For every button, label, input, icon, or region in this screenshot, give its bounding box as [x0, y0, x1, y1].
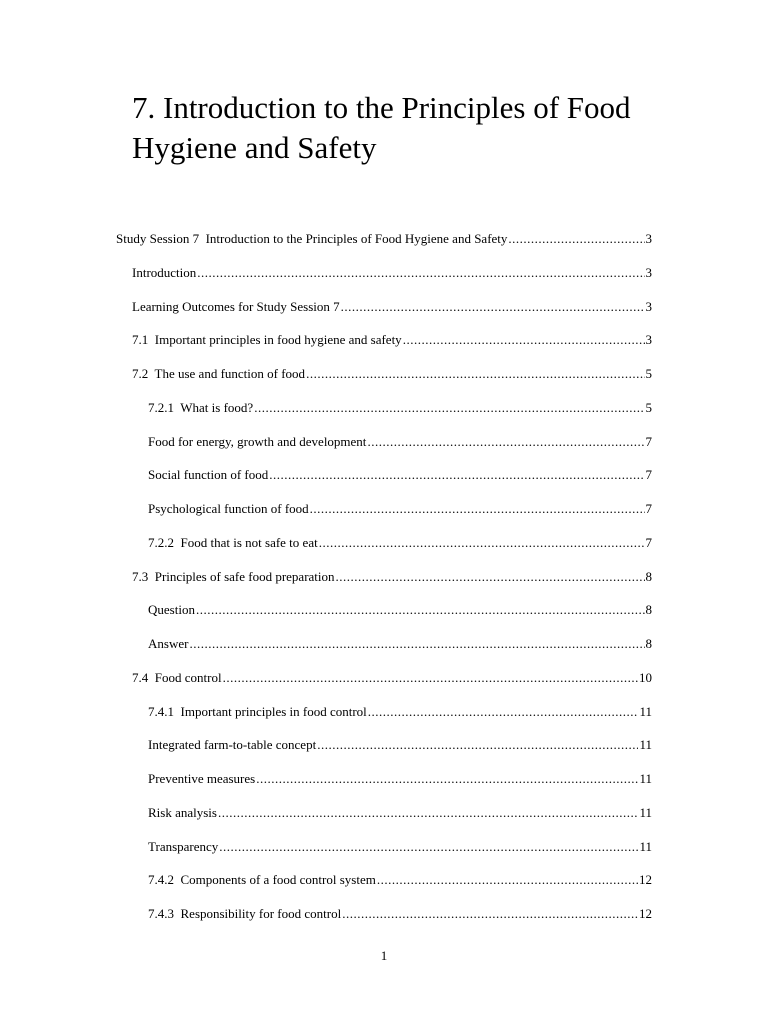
toc-dot-leader [269, 462, 644, 488]
toc-entry-page: 5 [645, 366, 652, 381]
toc-entry-page: 5 [645, 399, 652, 415]
toc-entry-page: 8 [645, 636, 652, 651]
toc-dot-leader [310, 496, 645, 522]
toc-entry[interactable] [0, 226, 652, 260]
toc-dot-leader [508, 226, 644, 252]
toc-entry[interactable] [0, 260, 652, 294]
toc-entry-title: Social function of food [148, 467, 269, 483]
toc-entry-title: 7.4.1 Important principles in food control [148, 703, 367, 719]
toc-dot-leader [219, 834, 638, 860]
toc-entry-title: Psychological function of food [148, 501, 309, 516]
toc-entry-page: 3 [645, 264, 652, 280]
toc-entry-page: 11 [639, 703, 652, 719]
toc-entry-page: 8 [645, 568, 652, 584]
toc-entry-title: 7.2 The use and function of food [132, 366, 306, 381]
toc-entry-title: Preventive measures [148, 771, 256, 786]
toc-entry-title: Learning Outcomes for Study Session 7 [132, 298, 340, 314]
toc-entry-page: 11 [639, 838, 652, 854]
toc-entry-page: 12 [639, 906, 652, 921]
toc-entry[interactable] [0, 665, 652, 699]
toc-entry-page: 11 [639, 737, 652, 753]
toc-dot-leader [368, 699, 639, 725]
toc-dot-leader [367, 429, 644, 455]
toc-entry-title: 7.4.3 Responsibility for food control [148, 906, 342, 921]
toc-dot-leader [306, 361, 644, 387]
toc-entry-page: 3 [645, 298, 652, 314]
toc-dot-leader [317, 732, 638, 758]
toc-entry-title: 7.4.2 Components of a food control system [148, 872, 376, 888]
toc-entry-title: Food for energy, growth and development [148, 433, 367, 449]
toc-entry-title: Study Session 7 Introduction to the Principles of Food Hygiene and Safety [116, 231, 508, 246]
toc-entry[interactable] [0, 901, 652, 935]
toc-entry-title: 7.1 Important principles in food hygiene and safety [132, 332, 402, 348]
toc-dot-leader [342, 901, 638, 927]
toc-entry-title: Risk analysis [148, 804, 217, 820]
toc-dot-leader [403, 327, 645, 353]
toc-entry-page: 11 [639, 804, 652, 820]
toc-dot-leader [196, 597, 645, 623]
toc-entry-page: 12 [639, 872, 652, 888]
toc-dot-leader [218, 800, 638, 826]
toc-entry[interactable] [0, 699, 652, 733]
page-number: 1 [380, 948, 388, 963]
toc-entry-title: 7.3 Principles of safe food preparation [132, 568, 335, 584]
toc-entry-title: 7.2.2 Food that is not safe to eat [148, 534, 318, 550]
toc-entry-page: 8 [645, 602, 652, 618]
toc-entry-title: Question [148, 602, 195, 618]
toc-entry[interactable] [0, 361, 652, 395]
toc-dot-leader [336, 564, 645, 590]
toc-entry-title: Introduction [132, 264, 197, 280]
toc-entry[interactable] [0, 597, 652, 631]
toc-entry-page: 11 [639, 771, 652, 786]
toc-entry-title: Integrated farm-to-table concept [148, 737, 317, 753]
toc-entry-page: 7 [645, 501, 652, 516]
toc-entry-page: 7 [645, 534, 652, 550]
toc-dot-leader [197, 260, 644, 286]
toc-entry-page: 7 [645, 467, 652, 483]
toc-entry-page: 7 [645, 433, 652, 449]
toc-dot-leader [189, 631, 644, 657]
toc-dot-leader [223, 665, 638, 691]
toc-entry[interactable] [0, 530, 652, 564]
toc-entry[interactable] [0, 496, 652, 530]
toc-entry[interactable] [0, 834, 652, 868]
toc-dot-leader [377, 867, 638, 893]
toc-entry-title: 7.4 Food control [132, 669, 222, 685]
toc-entry[interactable] [0, 800, 652, 834]
toc-entry[interactable] [0, 766, 652, 800]
toc-entry-title: Answer [148, 636, 189, 651]
toc-entry[interactable] [0, 429, 652, 463]
toc-entry-title: Transparency [148, 838, 219, 854]
toc-entry[interactable] [0, 395, 652, 429]
toc-dot-leader [254, 395, 644, 421]
toc-entry[interactable] [0, 867, 652, 901]
toc-entry-page: 3 [645, 332, 652, 348]
toc-entry-page: 10 [639, 669, 652, 685]
toc-entry[interactable] [0, 564, 652, 598]
page-title: 7. Introduction to the Principles of Food Hygiene and Safety [132, 90, 631, 165]
toc-entry[interactable] [0, 327, 652, 361]
toc-entry[interactable] [0, 732, 652, 766]
toc-entry-title: 7.2.1 What is food? [148, 399, 254, 415]
toc-entry-page: 3 [645, 231, 652, 246]
table-of-contents [0, 226, 768, 935]
toc-dot-leader [319, 530, 645, 556]
toc-entry[interactable] [0, 294, 652, 328]
toc-dot-leader [256, 766, 638, 792]
toc-entry[interactable] [0, 462, 652, 496]
toc-dot-leader [341, 294, 645, 320]
toc-entry[interactable] [0, 631, 652, 665]
